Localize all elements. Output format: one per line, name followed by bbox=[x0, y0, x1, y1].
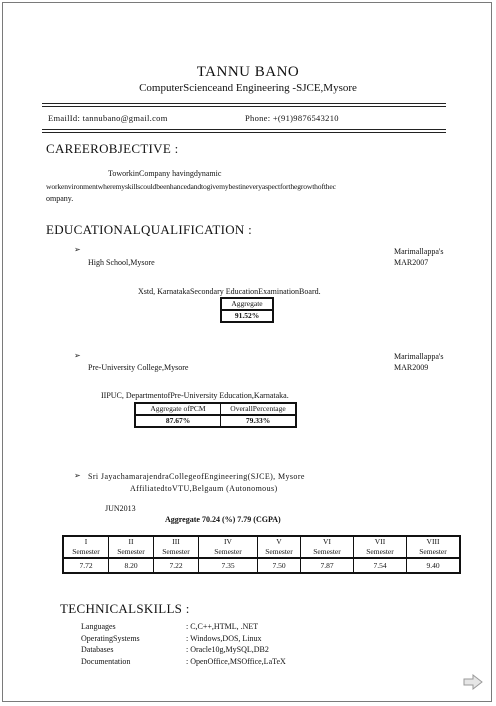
semester-table bbox=[62, 535, 461, 574]
skill-value: : Windows,DOS, Linux bbox=[186, 634, 262, 643]
phone-text: Phone: +(91)9876543210 bbox=[245, 113, 339, 123]
semester-score: 7.87 bbox=[301, 558, 354, 573]
school-institution: Marimallappa's bbox=[394, 247, 444, 256]
semester-header bbox=[199, 536, 258, 558]
semester-header bbox=[154, 536, 199, 558]
semester-header bbox=[258, 536, 301, 558]
puc-overall-value: 79.33% bbox=[221, 415, 297, 427]
semester-label: Semester bbox=[419, 547, 447, 556]
semester-score: 7.72 bbox=[63, 558, 109, 573]
semester-number: I bbox=[84, 537, 88, 546]
career-line-2: workenvironmentwheremyskillscouldbeenhancedandtogivemybestineveryaspectforthegrowthofthec bbox=[46, 182, 336, 191]
semester-number: IV bbox=[224, 537, 232, 546]
college-name: Sri JayachamarajendraCollegeofEngineering(SJCE), Mysore bbox=[88, 472, 305, 481]
school-aggregate-table bbox=[220, 297, 274, 323]
puc-overall-label: OverallPercentage bbox=[221, 403, 297, 415]
candidate-name: TANNU BANO bbox=[196, 64, 300, 80]
semester-number: VII bbox=[374, 537, 386, 546]
semester-label: Semester bbox=[214, 547, 242, 556]
college-aggregate: Aggregate 70.24 (%) 7.79 (CGPA) bbox=[165, 515, 281, 524]
school-aggregate-value: 91.52% bbox=[221, 310, 273, 322]
bullet-arrow-icon: ➢ bbox=[74, 351, 81, 360]
puc-aggregate-table bbox=[134, 402, 297, 428]
semester-score: 7.35 bbox=[199, 558, 258, 573]
header-rule-bottom bbox=[42, 129, 446, 130]
puc-board: IIPUC, DepartmentofPre-University Education,Karnataka. bbox=[101, 391, 289, 400]
semester-score: 7.50 bbox=[258, 558, 301, 573]
semester-number: III bbox=[172, 537, 180, 546]
puc-date: MAR2009 bbox=[394, 363, 429, 372]
skill-value: : Oracle10g,MySQL,DB2 bbox=[186, 645, 269, 654]
semester-number: II bbox=[128, 537, 134, 546]
skill-value: : OpenOffice,MSOffice,LaTeX bbox=[186, 657, 286, 666]
header-rule-top-2 bbox=[42, 106, 446, 107]
puc-pcm-value: 87.67% bbox=[135, 415, 221, 427]
school-aggregate-label: Aggregate bbox=[221, 298, 273, 310]
career-line-1: ToworkinCompany havingdynamic bbox=[108, 169, 222, 178]
department-line: ComputerScienceand Engineering -SJCE,Mysore bbox=[139, 82, 357, 94]
next-arrow-icon[interactable] bbox=[463, 674, 483, 690]
semester-label: Semester bbox=[265, 547, 293, 556]
semester-header bbox=[407, 536, 461, 558]
skill-label: Databases bbox=[81, 645, 114, 654]
school-date: MAR2007 bbox=[394, 258, 429, 267]
semester-label: Semester bbox=[313, 547, 341, 556]
email-text: EmailId: tannubano@gmail.com bbox=[48, 113, 168, 123]
semester-number: VIII bbox=[426, 537, 440, 546]
semester-label: Semester bbox=[117, 547, 145, 556]
school-name: High School,Mysore bbox=[88, 258, 155, 267]
semester-header bbox=[301, 536, 354, 558]
semester-header bbox=[354, 536, 407, 558]
semester-label: Semester bbox=[72, 547, 100, 556]
semester-score: 9.40 bbox=[407, 558, 461, 573]
semester-number: VI bbox=[323, 537, 331, 546]
college-affiliation: AffiliatedtoVTU,Belgaum (Autonomous) bbox=[130, 484, 278, 493]
school-board: Xstd, KarnatakaSecondary EducationExaminationBoard. bbox=[138, 287, 321, 296]
skill-label: Documentation bbox=[81, 657, 131, 666]
puc-pcm-label: Aggregate ofPCM bbox=[135, 403, 221, 415]
puc-name: Pre-University College,Mysore bbox=[88, 363, 189, 372]
bullet-arrow-icon: ➢ bbox=[74, 245, 81, 254]
bullet-arrow-icon: ➢ bbox=[74, 471, 81, 480]
career-line-3: ompany. bbox=[46, 194, 74, 203]
semester-score: 7.54 bbox=[354, 558, 407, 573]
semester-header bbox=[109, 536, 154, 558]
semester-label: Semester bbox=[366, 547, 394, 556]
semester-score: 8.20 bbox=[109, 558, 154, 573]
career-objective-heading: CAREEROBJECTIVE : bbox=[46, 141, 179, 156]
skill-value: : C,C++,HTML, .NET bbox=[186, 622, 259, 631]
semester-score: 7.22 bbox=[154, 558, 199, 573]
semester-header bbox=[63, 536, 109, 558]
education-heading: EDUCATIONALQUALIFICATION : bbox=[46, 222, 253, 237]
puc-institution: Marimallappa's bbox=[394, 352, 444, 361]
college-date: JUN2013 bbox=[105, 504, 136, 513]
skill-label: OperatingSystems bbox=[81, 634, 140, 643]
header-rule-bottom-2 bbox=[42, 132, 446, 133]
header-rule-top bbox=[42, 103, 446, 104]
skill-label: Languages bbox=[81, 622, 116, 631]
technical-skills-heading: TECHNICALSKILLS : bbox=[60, 601, 190, 616]
semester-label: Semester bbox=[162, 547, 190, 556]
semester-number: V bbox=[276, 537, 282, 546]
